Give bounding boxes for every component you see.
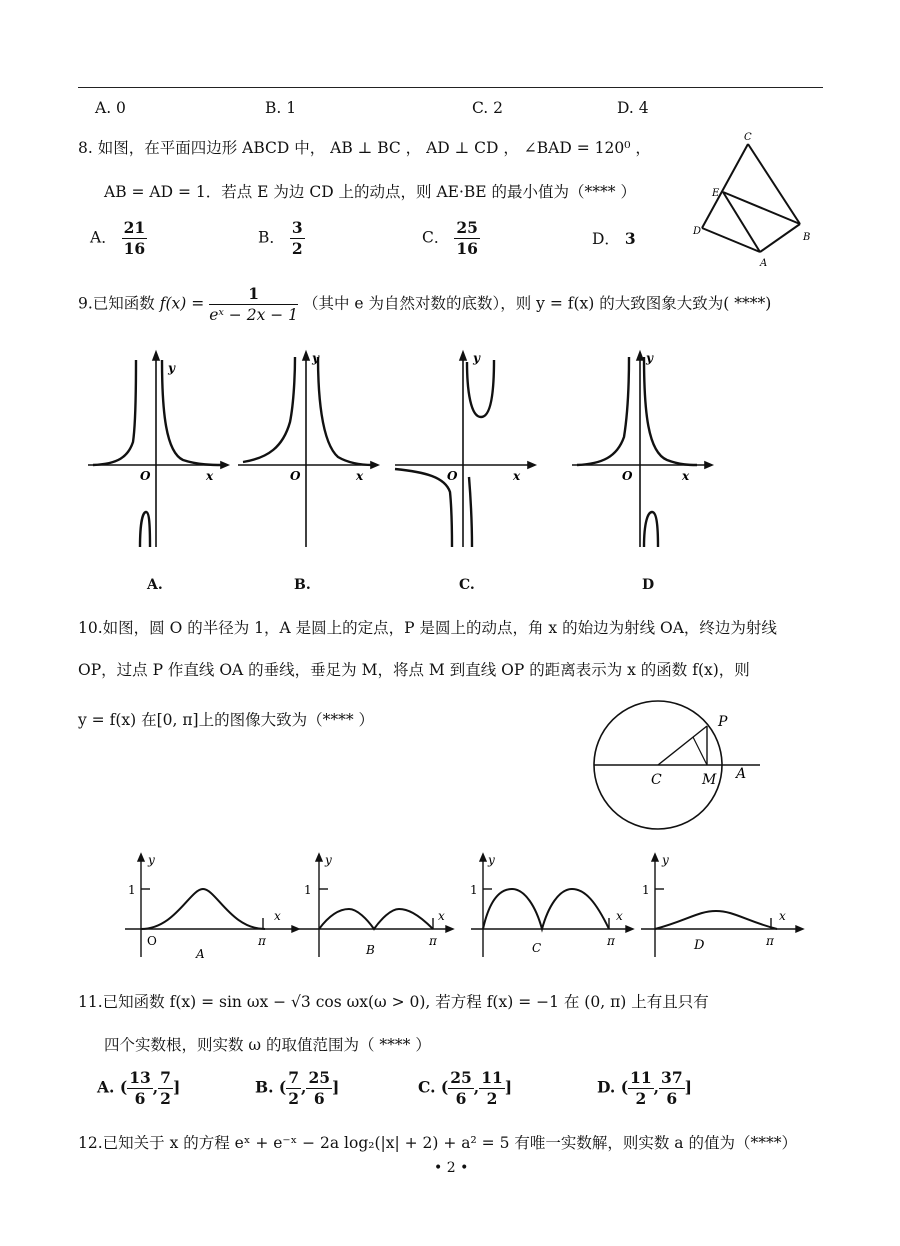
q10-graph-a — [120, 852, 300, 962]
q7-choice-b: B. 1 — [265, 99, 297, 117]
q8-b-den: 2 — [291, 239, 303, 258]
q9-graph-c — [395, 352, 535, 552]
q10-label-m: M — [702, 772, 717, 788]
q10-graph-b — [294, 852, 474, 962]
q10-line1: 10.如图，圆 O 的半径为 1，A 是圆上的定点，P 是圆上的动点，角 x 的始边为射线 OA，终边为射线 — [78, 619, 777, 637]
svg-text:π: π — [258, 934, 266, 948]
q11-line1: 11.已知函数 f(x) = sin ωx − √3 cos ωx(ω > 0), 若方程 f(x) = −1 在 (0, π) 上有且只有 — [78, 993, 709, 1011]
q9-graph-b — [238, 352, 378, 552]
svg-text:x: x — [206, 469, 214, 483]
q10-label-a: A — [736, 766, 747, 782]
q8-a-den: 16 — [123, 239, 146, 258]
top-rule — [78, 87, 823, 88]
q11-choice-c: C. ( $\frac{25}{6}$ , $\frac{11}{2}$ ] — [418, 1068, 513, 1108]
q10-graph-a-letter: A — [196, 947, 205, 961]
svg-text:y: y — [325, 853, 332, 867]
q9-denominator: eˣ − 2x − 1 — [209, 306, 299, 324]
q8-c-den: 16 — [456, 239, 478, 258]
svg-text:y: y — [148, 853, 155, 867]
page-number: • 2 • — [434, 1160, 469, 1176]
svg-text:x: x — [616, 909, 623, 923]
q10-graph-d — [636, 852, 816, 962]
q8-c-num: 25 — [456, 218, 478, 237]
q11-choice-b: B. ( $\frac{7}{2}$ , $\frac{25}{6}$ ] — [255, 1068, 340, 1108]
q8-a-num: 21 — [123, 218, 146, 237]
svg-text:π: π — [429, 934, 437, 948]
svg-text:y: y — [662, 853, 669, 867]
q8-choice-d: D． 3 — [592, 229, 636, 248]
svg-text:O: O — [447, 469, 458, 483]
q8-fig-label-b: B — [803, 232, 811, 243]
q8-line1 — [78, 138, 651, 158]
q9-lead: 已知函数 — [92, 294, 155, 313]
svg-text:x: x — [356, 469, 364, 483]
q11-choice-d: D. ( $\frac{11}{2}$ , $\frac{37}{6}$ ] — [597, 1068, 692, 1108]
q8-fig-label-d: D — [693, 226, 702, 237]
svg-text:1: 1 — [128, 883, 136, 897]
q10-line2: OP，过点 P 作直线 OA 的垂线，垂足为 M，将点 M 到直线 OP 的距离表示为 x 的函数 f(x)，则 — [78, 661, 750, 679]
q8-quadrilateral-figure — [690, 132, 830, 272]
svg-text:O: O — [290, 469, 301, 483]
q8-choice-c: C． $\frac{25}{16}$ — [422, 218, 478, 258]
q7-choice-c: C. 2 — [472, 99, 504, 117]
q9-label-b: B. — [294, 577, 311, 593]
q9-graph-a — [88, 352, 228, 552]
svg-text:y: y — [312, 351, 319, 365]
svg-text:y: y — [488, 853, 495, 867]
q9-graph-d — [572, 352, 712, 552]
svg-text:x: x — [682, 469, 690, 483]
svg-text:y: y — [646, 351, 653, 365]
q9-fx: f(x) = — [159, 294, 205, 313]
q9-label-c: C. — [459, 577, 475, 593]
svg-text:x: x — [438, 909, 445, 923]
q8-choice-a: A． $\frac{21}{16}$ — [90, 218, 146, 258]
q8-b-num: 3 — [291, 218, 303, 237]
svg-text:O: O — [147, 934, 157, 948]
q7-choice-d: D. 4 — [617, 99, 649, 117]
q9-stem — [78, 284, 771, 325]
q10-graph-d-letter: D — [694, 938, 705, 953]
q9-label-a: A. — [147, 577, 163, 593]
svg-text:π: π — [607, 934, 615, 948]
q10-circle-figure — [590, 698, 760, 838]
q10-label-c: C — [651, 772, 662, 788]
q9-label-d: D — [642, 577, 655, 593]
q9-numerator: 1 — [209, 284, 298, 305]
q11-line2: 四个实数根，则实数 ω 的取值范围为（ **** ） — [104, 1036, 431, 1054]
q8-choice-b: B． $\frac{3}{2}$ — [258, 218, 303, 258]
q11-choice-a: A. ( $\frac{13}{6}$ , $\frac{7}{2}$ ] — [97, 1068, 181, 1108]
svg-text:y: y — [168, 361, 175, 375]
svg-text:1: 1 — [642, 883, 650, 897]
q9-number: 9. — [78, 294, 93, 313]
q10-graph-c-letter: C — [532, 941, 542, 955]
q10-graph-b-letter: B — [366, 943, 375, 957]
svg-text:x: x — [779, 909, 786, 923]
svg-text:y: y — [473, 351, 480, 365]
svg-text:1: 1 — [470, 883, 478, 897]
svg-text:O: O — [140, 469, 151, 483]
q9-tail: （其中 e 为自然对数的底数），则 y = f(x) 的大致图象大致为( ****) — [302, 294, 772, 313]
q10-graph-c — [466, 852, 646, 962]
svg-text:x: x — [513, 469, 521, 483]
svg-text:x: x — [274, 909, 281, 923]
q8-fig-label-a: A — [760, 258, 768, 269]
q7-choice-a: A. 0 — [95, 99, 126, 117]
svg-text:O: O — [622, 469, 633, 483]
q10-line3: y = f(x) 在[0, π]上的图像大致为（**** ） — [78, 711, 375, 729]
q8-number: 8. — [78, 139, 93, 157]
q12-line1: 12.已知关于 x 的方程 eˣ + e⁻ˣ − 2a log₂(|x| + 2) + a² = 5 有唯一实数解，则实数 a 的值为（****） — [78, 1134, 797, 1152]
q10-label-p: P — [718, 714, 728, 730]
svg-text:1: 1 — [304, 883, 312, 897]
svg-text:π: π — [766, 934, 774, 948]
q8-fig-label-e: E — [712, 188, 720, 199]
q8-line2: AB = AD = 1．若点 E 为边 CD 上的动点，则 AE·BE 的最小值为（**** ） — [104, 183, 636, 201]
q8-line1-text: 如图，在平面四边形 ABCD 中， AB ⊥ BC ， AD ⊥ CD ， ∠BAD = 120⁰ ， — [97, 139, 651, 157]
q8-fig-label-c: C — [744, 132, 752, 143]
